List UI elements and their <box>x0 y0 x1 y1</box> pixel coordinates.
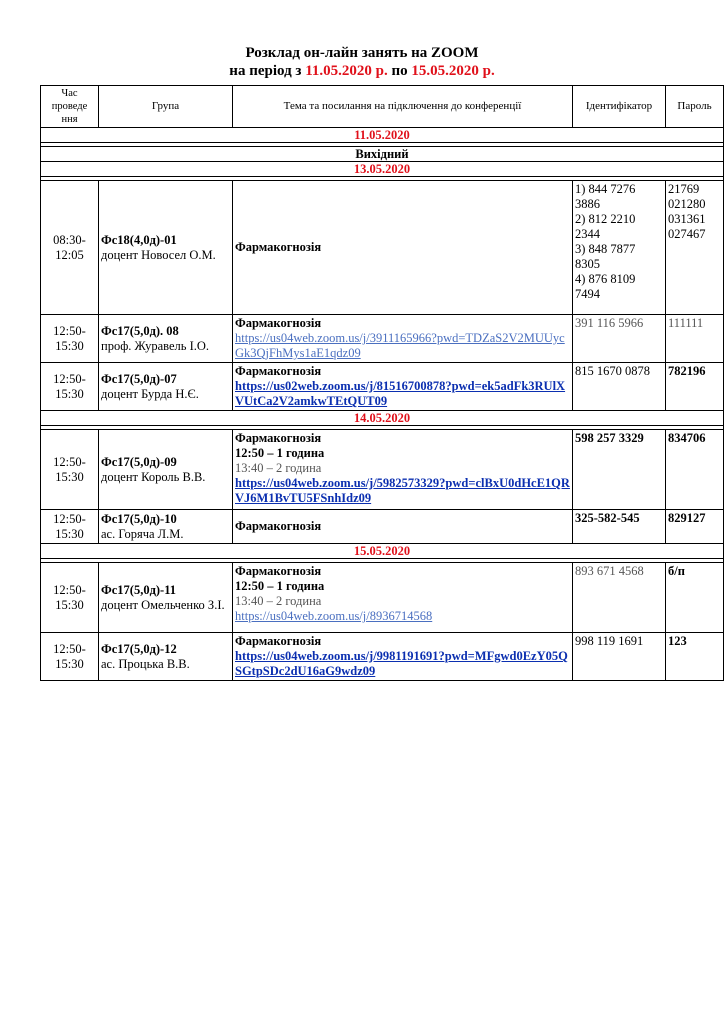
id-cell: 998 119 1691 <box>573 633 666 681</box>
id-cell: 815 1670 0878 <box>573 363 666 411</box>
table-row <box>41 510 724 544</box>
time-cell: 12:50-15:30 <box>41 633 99 681</box>
col-header-id: Ідентифікатор <box>573 86 666 128</box>
subject-name: Фармакогнозія <box>235 519 322 533</box>
password-cell: 834706 <box>666 430 724 510</box>
topic-cell <box>233 181 573 315</box>
title-prefix: на період з <box>229 63 306 79</box>
zoom-link[interactable]: https://us04web.zoom.us/j/3911165966?pwd=TDZaS2V2MUUycGk3QjFhMys1aE1qdz09 <box>235 331 565 360</box>
zoom-link[interactable]: https://us04web.zoom.us/j/9981191691?pwd=MFgwd0EzY05QSGtpSDc2dU16aG9wdz09 <box>235 649 568 678</box>
password-cell: 123 <box>666 633 724 681</box>
teacher-name: проф. Журавель І.О. <box>101 338 210 353</box>
group-cell <box>99 181 233 315</box>
title-line-1: Розклад он-лайн занять на ZOOM <box>245 45 479 61</box>
date-label: 11.05.2020 <box>41 128 724 143</box>
table-row <box>41 563 724 633</box>
day-off-row <box>41 147 724 162</box>
group-code: Фс17(5,0д). 08 <box>101 323 179 338</box>
group-cell <box>99 563 233 633</box>
group-cell <box>99 430 233 510</box>
date-label: 14.05.2020 <box>41 411 724 426</box>
table-row <box>41 315 724 363</box>
date-from: 11.05.2020 р. <box>305 63 388 79</box>
subject-name: Фармакогнозія <box>235 364 322 378</box>
password-value: 031361 <box>668 212 706 226</box>
id-cell: 598 257 3329 <box>573 430 666 510</box>
password-value: 021280 <box>668 197 706 211</box>
date-row <box>41 162 724 177</box>
header-row <box>41 86 724 128</box>
topic-cell <box>233 315 573 363</box>
password-value: 027467 <box>668 227 706 241</box>
password-cell: б/п <box>666 563 724 633</box>
hour-two: 13:40 – 2 година <box>235 594 322 608</box>
meeting-id: 3) 848 7877 8305 <box>575 242 636 271</box>
time-cell: 12:50-15:30 <box>41 510 99 544</box>
table-row <box>41 633 724 681</box>
id-cell: 325-582-545 <box>573 510 666 544</box>
group-cell <box>99 510 233 544</box>
teacher-name: доцент Новосел О.М. <box>101 247 216 262</box>
zoom-link[interactable]: https://us04web.zoom.us/j/8936714568 <box>235 609 433 623</box>
teacher-name: доцент Бурда Н.Є. <box>101 386 199 401</box>
subject-name: Фармакогнозія <box>235 316 322 330</box>
table-row <box>41 430 724 510</box>
teacher-name: доцент Король В.В. <box>101 469 206 484</box>
hour-two: 13:40 – 2 година <box>235 461 322 475</box>
table-row <box>41 181 724 315</box>
time-cell: 08:30-12:05 <box>41 181 99 315</box>
meeting-id: 4) 876 8109 7494 <box>575 272 636 301</box>
schedule-table <box>40 85 724 681</box>
group-code: Фс18(4,0д)-01 <box>101 232 177 247</box>
hour-one: 12:50 – 1 година <box>235 579 325 593</box>
zoom-link[interactable]: https://us02web.zoom.us/j/81516700878?pwd=ek5adFk3RUlXVUtCa2V2amkwTEtQUT09 <box>235 379 566 408</box>
teacher-name: доцент Омельченко З.І. <box>101 597 225 612</box>
subject-name: Фармакогнозія <box>235 431 322 445</box>
col-header-topic: Тема та посилання на підключення до конференції <box>233 86 573 128</box>
group-code: Фс17(5,0д)-07 <box>101 371 177 386</box>
document-title <box>0 44 724 80</box>
zoom-link[interactable]: https://us04web.zoom.us/j/5982573329?pwd=clBxU0dHcE1QRVJ6M1BvTU5FSnhIdz09 <box>235 476 570 505</box>
subject-name: Фармакогнозія <box>235 564 322 578</box>
group-code: Фс17(5,0д)-12 <box>101 641 177 656</box>
topic-cell <box>233 363 573 411</box>
col-header-group: Група <box>99 86 233 128</box>
topic-cell <box>233 633 573 681</box>
id-cell: 391 116 5966 <box>573 315 666 363</box>
day-off-label: Вихідний <box>41 147 724 162</box>
hour-one: 12:50 – 1 година <box>235 446 325 460</box>
meeting-id: 2) 812 2210 2344 <box>575 212 636 241</box>
topic-cell <box>233 563 573 633</box>
password-cell: 829127 <box>666 510 724 544</box>
group-cell <box>99 633 233 681</box>
date-label: 15.05.2020 <box>41 544 724 559</box>
col-header-password: Пароль <box>666 86 724 128</box>
id-cell <box>573 181 666 315</box>
topic-cell <box>233 430 573 510</box>
col-header-time: Час проведе ння <box>41 86 99 128</box>
group-cell <box>99 315 233 363</box>
password-cell: 111111 <box>666 315 724 363</box>
time-cell: 12:50-15:30 <box>41 563 99 633</box>
title-mid: по <box>387 63 412 79</box>
title-line-2 <box>0 62 724 80</box>
group-code: Фс17(5,0д)-10 <box>101 511 177 526</box>
time-cell: 12:50-15:30 <box>41 315 99 363</box>
date-label: 13.05.2020 <box>41 162 724 177</box>
subject-name: Фармакогнозія <box>235 634 322 648</box>
password-cell: 782196 <box>666 363 724 411</box>
date-to: 15.05.2020 р. <box>411 63 495 79</box>
password-cell <box>666 181 724 315</box>
password-value: 21769 <box>668 182 700 196</box>
date-row <box>41 128 724 143</box>
group-code: Фс17(5,0д)-11 <box>101 582 177 597</box>
id-cell: 893 671 4568 <box>573 563 666 633</box>
teacher-name: ас. Горяча Л.М. <box>101 526 184 541</box>
teacher-name: ас. Процька В.В. <box>101 656 190 671</box>
time-cell: 12:50-15:30 <box>41 430 99 510</box>
table-row <box>41 363 724 411</box>
date-row <box>41 544 724 559</box>
date-row <box>41 411 724 426</box>
subject-name: Фармакогнозія <box>235 240 322 254</box>
group-code: Фс17(5,0д)-09 <box>101 454 177 469</box>
topic-cell <box>233 510 573 544</box>
time-cell: 12:50-15:30 <box>41 363 99 411</box>
meeting-id: 1) 844 7276 3886 <box>575 182 636 211</box>
group-cell <box>99 363 233 411</box>
